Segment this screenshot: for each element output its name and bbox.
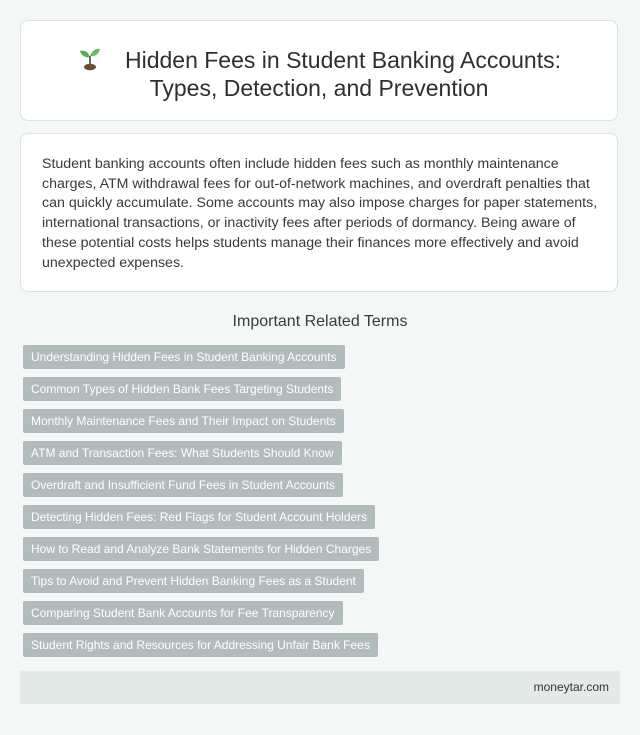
related-term-link[interactable]: Overdraft and Insufficient Fund Fees in Student Accounts xyxy=(23,473,343,497)
related-term-link[interactable]: Common Types of Hidden Bank Fees Targeting Students xyxy=(23,377,341,401)
related-term-link[interactable]: How to Read and Analyze Bank Statements for Hidden Charges xyxy=(23,537,379,561)
page-title xyxy=(21,45,617,102)
intro-card xyxy=(20,133,618,292)
related-term-link[interactable]: Detecting Hidden Fees: Red Flags for Student Account Holders xyxy=(23,505,375,529)
sprout-icon xyxy=(77,45,103,71)
related-term-link[interactable]: Understanding Hidden Fees in Student Banking Accounts xyxy=(23,345,345,369)
related-term-link[interactable]: Monthly Maintenance Fees and Their Impact on Students xyxy=(23,409,344,433)
related-terms-list xyxy=(23,345,379,665)
title-line-1: Hidden Fees in Student Banking Accounts: xyxy=(124,47,561,73)
intro-text: Student banking accounts often include hidden fees such as monthly maintenance charges, ATM withdrawal fees for out-of-network machines, and overdraft penalties that can quickly accumulate. Some accounts may also impose charges for paper statements, international transactions, or inactivity fees after periods of dormancy. Being aware of these potential costs helps students manage their finances more effectively and avoid unexpected expenses. xyxy=(42,156,598,271)
related-term-link[interactable]: ATM and Transaction Fees: What Students Should Know xyxy=(23,441,342,465)
related-term-link[interactable]: Student Rights and Resources for Addressing Unfair Bank Fees xyxy=(23,633,378,657)
footer-site-name: moneytar.com xyxy=(533,680,609,694)
footer xyxy=(20,671,620,704)
title-card xyxy=(20,20,618,121)
related-terms-heading: Important Related Terms xyxy=(232,313,408,330)
title-line-2: Types, Detection, and Prevention xyxy=(149,75,489,101)
related-term-link[interactable]: Tips to Avoid and Prevent Hidden Banking Fees as a Student xyxy=(23,569,364,593)
related-term-link[interactable]: Comparing Student Bank Accounts for Fee Transparency xyxy=(23,601,343,625)
